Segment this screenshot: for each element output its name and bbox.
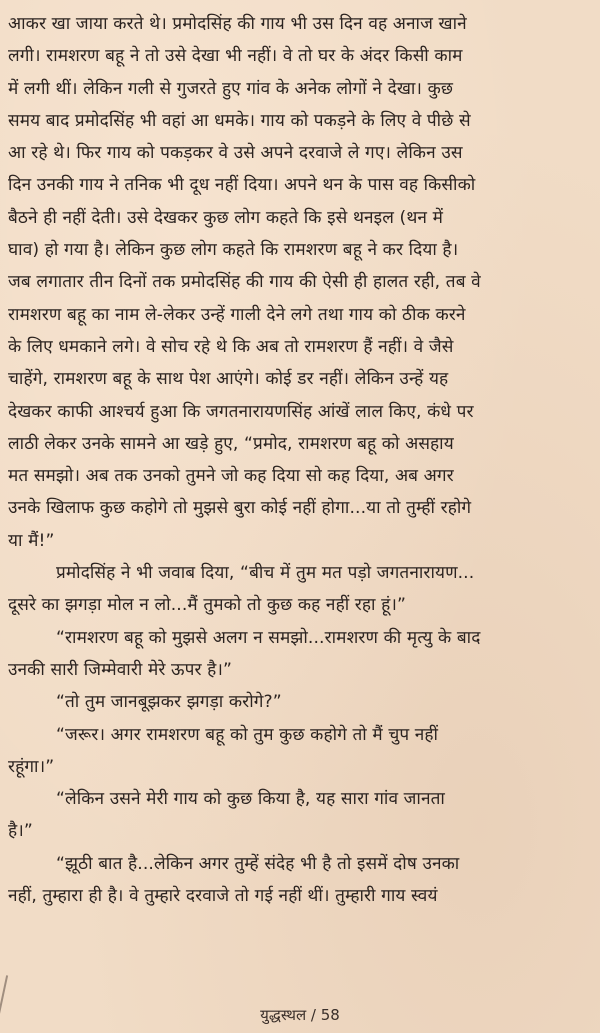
text-line: रहूंगा।” xyxy=(8,756,55,777)
text-line: मत समझो। अब तक उनको तुमने जो कह दिया सो कह दिया, अब अगर xyxy=(8,466,454,487)
text-line: “झूठी बात है...लेकिन अगर तुम्हें संदेह भी है तो इसमें दोष उनका xyxy=(56,853,460,874)
text-line: रामशरण बहू का नाम ले-लेकर उन्हें गाली देने लगे तथा गाय को ठीक करने xyxy=(8,304,466,325)
text-line: आकर खा जाया करते थे। प्रमोदसिंह की गाय भी उस दिन वह अनाज खाने xyxy=(8,14,467,34)
text-line: बैठने ही नहीं देती। उसे देखकर कुछ लोग कहते कि इसे थनइल (थन में xyxy=(8,207,443,228)
page-footer: युद्धस्थल / 58 xyxy=(260,1006,340,1024)
text-line: “तो तुम जानबूझकर झगड़ा करोगे?” xyxy=(56,692,282,713)
body-text xyxy=(8,8,593,912)
text-line: लाठी लेकर उनके सामने आ खड़े हुए, “प्रमोद, रामशरण बहू को असहाय xyxy=(8,433,454,454)
text-line: में लगी थीं। लेकिन गली से गुजरते हुए गांव के अनेक लोगों ने देखा। कुछ xyxy=(8,78,454,99)
text-line: “जरूर। अगर रामशरण बहू को तुम कुछ कहोगे तो मैं चुप नहीं xyxy=(56,724,439,745)
text-line: “लेकिन उसने मेरी गाय को कुछ किया है, यह सारा गांव जानता xyxy=(56,789,445,810)
text-line: चाहेंगे, रामशरण बहू के साथ पेश आएंगे। कोई डर नहीं। लेकिन उन्हें यह xyxy=(8,369,449,390)
text-line: उनके खिलाफ कुछ कहोगे तो मुझसे बुरा कोई नहीं होगा...या तो तुम्हीं रहोगे xyxy=(8,498,472,519)
text-line: के लिए धमकाने लगे। वे सोच रहे थे कि अब तो रामशरण हैं नहीं। वे जैसे xyxy=(8,336,454,357)
text-line: जब लगातार तीन दिनों तक प्रमोदसिंह की गाय की ऐसी ही हालत रही, तब वे xyxy=(8,272,481,293)
text-line: घाव) हो गया है। लेकिन कुछ लोग कहते कि रामशरण बहू ने कर दिया है। xyxy=(8,240,459,261)
text-line: या मैं!” xyxy=(8,530,55,551)
text-line: है।” xyxy=(8,821,33,842)
text-line: समय बाद प्रमोदसिंह भी वहां आ धमके। गाय को पकड़ने के लिए वे पीछे से xyxy=(8,110,471,131)
text-line: उनकी सारी जिम्मेवारी मेरे ऊपर है।” xyxy=(8,659,233,680)
text-line: आ रहे थे। फिर गाय को पकड़कर वे उसे अपने दरवाजे ले गए। लेकिन उस xyxy=(8,143,463,164)
text-line: दूसरे का झगड़ा मोल न लो...मैं तुमको तो कुछ कह नहीं रहा हूं।” xyxy=(8,595,407,616)
text-line: दिन उनकी गाय ने तनिक भी दूध नहीं दिया। अपने थन के पास वह किसीको xyxy=(8,175,476,196)
text-line: प्रमोदसिंह ने भी जवाब दिया, “बीच में तुम मत पड़ो जगतनारायण... xyxy=(56,563,475,584)
text-line: लगी। रामशरण बहू ने तो उसे देखा भी नहीं। वे तो घर के अंदर किसी काम xyxy=(8,46,463,67)
text-line: देखकर काफी आश्चर्य हुआ कि जगतनारायणसिंह आंखें लाल किए, कंधे पर xyxy=(8,401,474,422)
text-line: नहीं, तुम्हारा ही है। वे तुम्हारे दरवाजे तो गई नहीं थीं। तुम्हारी गाय स्वयं xyxy=(8,886,438,907)
text-line: “रामशरण बहू को मुझसे अलग न समझो...रामशरण की मृत्यु के बाद xyxy=(56,627,481,648)
